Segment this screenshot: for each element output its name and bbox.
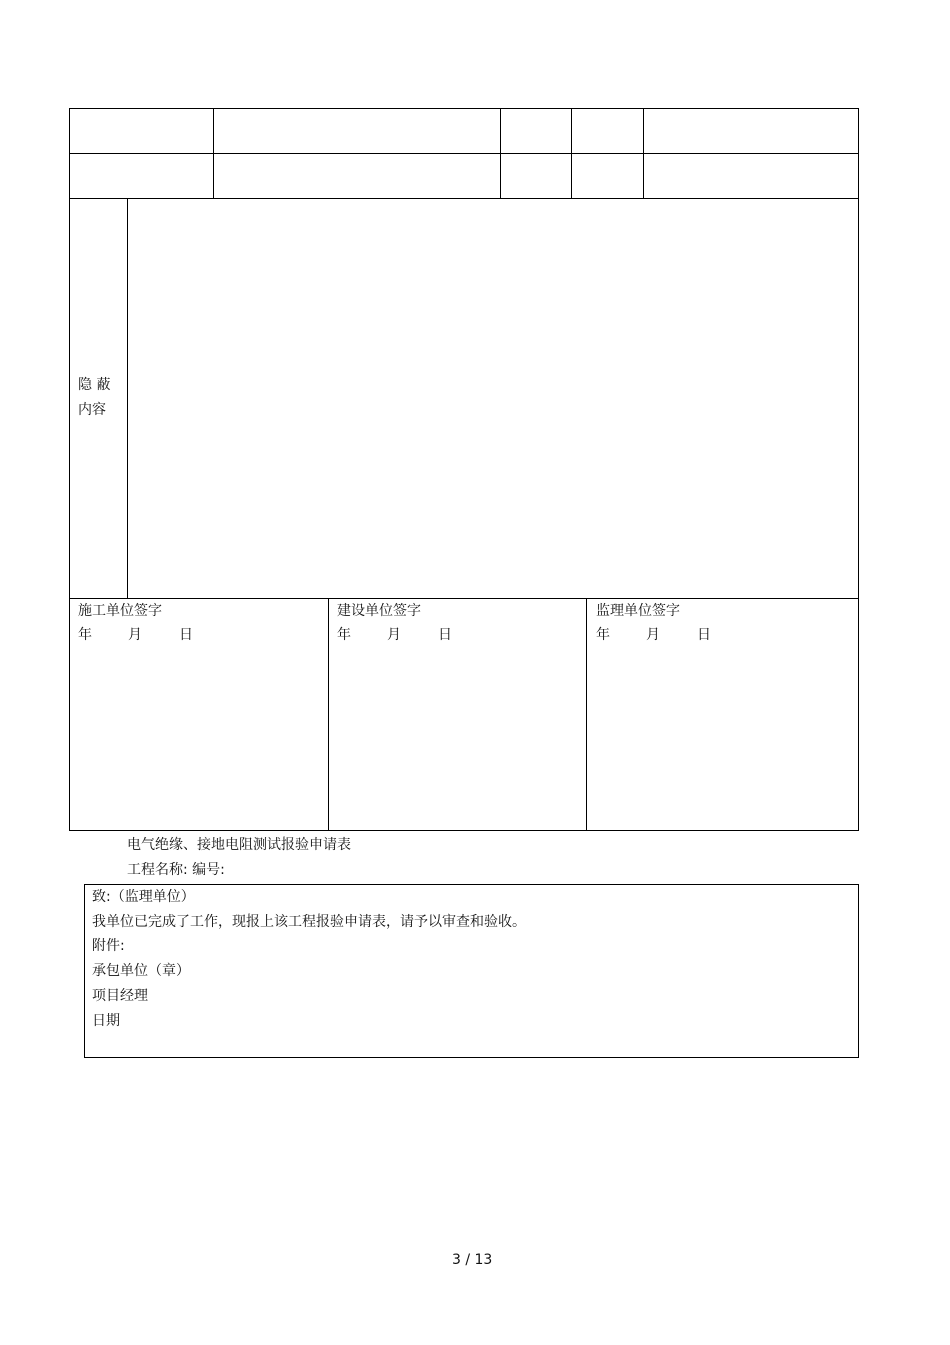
date-day: 日 (438, 627, 452, 643)
signature-title: 监理单位签字 (596, 603, 680, 619)
project-name-line: 工程名称: 编号: (127, 862, 225, 878)
hidden-label-line1: 隐 蔽 (78, 377, 111, 393)
contractor-label: 承包单位（章） (92, 963, 190, 979)
date-day: 日 (179, 627, 193, 643)
date-month: 月 (128, 627, 142, 643)
project-manager-label: 项目经理 (92, 988, 148, 1004)
date-month: 月 (646, 627, 660, 643)
form-title: 电气绝缘、接地电阻测试报验申请表 (127, 837, 351, 853)
attachment-label: 附件: (92, 938, 125, 954)
date-year: 年 (78, 627, 92, 643)
date-month: 月 (387, 627, 401, 643)
date-label: 日期 (92, 1013, 120, 1029)
signature-title: 建设单位签字 (337, 603, 421, 619)
to-line: 致:（监理单位） (92, 889, 195, 905)
application-box (84, 884, 859, 1058)
body-line: 我单位已完成了工作，现报上该工程报验申请表，请予以审查和验收。 (92, 914, 526, 930)
signature-title: 施工单位签字 (78, 603, 162, 619)
hidden-label-line2: 内容 (78, 402, 106, 418)
date-year: 年 (337, 627, 351, 643)
date-day: 日 (697, 627, 711, 643)
page-number: 3 / 13 (452, 1252, 493, 1268)
date-year: 年 (596, 627, 610, 643)
